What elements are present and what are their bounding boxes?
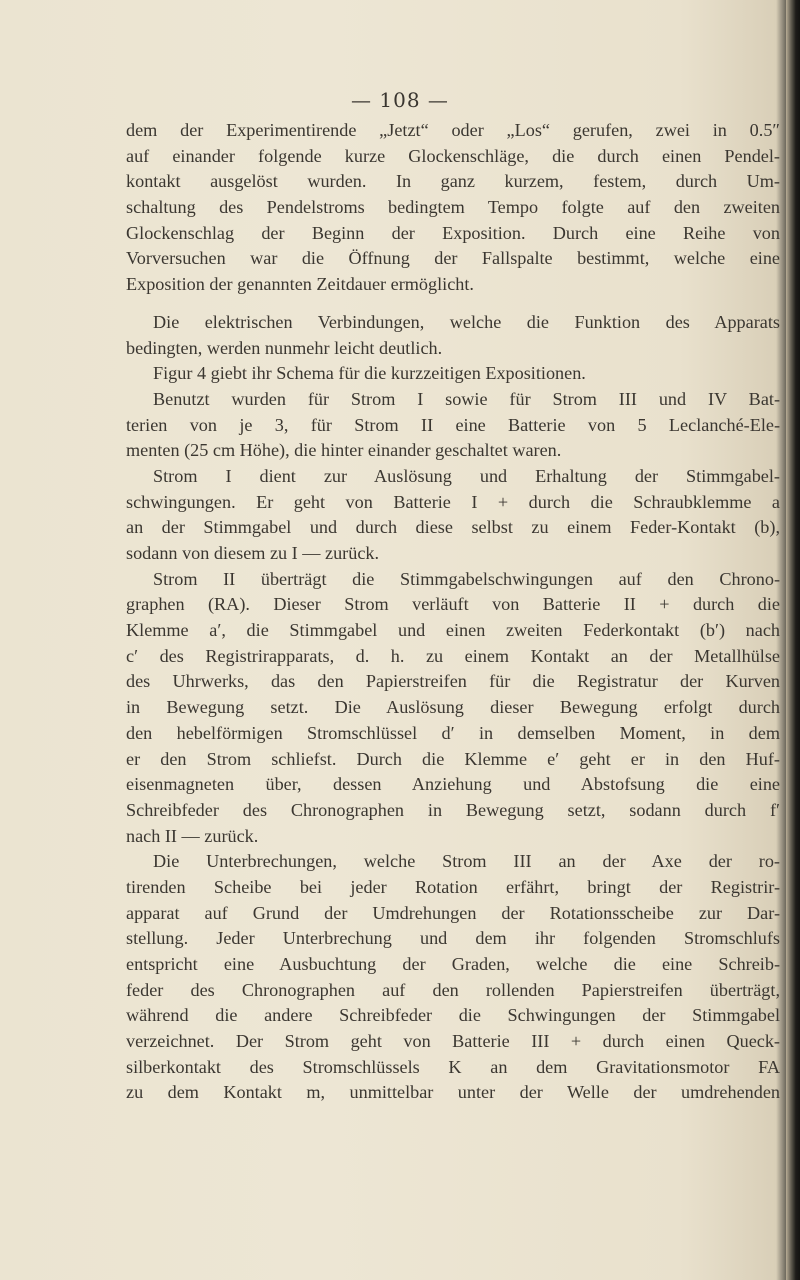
text-line: verzeichnet. Der Strom geht von Batterie III + durch einen Queck- xyxy=(126,1031,780,1052)
text-line: tirenden Scheibe bei jeder Rotation erfährt, bringt der Registrir- xyxy=(126,876,780,897)
text-line: kontakt ausgelöst wurden. In ganz kurzem, festem, durch Um- xyxy=(126,171,780,192)
text-line: apparat auf Grund der Umdrehungen der Rotationsscheibe zur Dar- xyxy=(126,902,780,923)
text-line: Exposition der genannten Zeitdauer ermöglicht. xyxy=(126,274,474,295)
text-line: sodann von diesem zu I — zurück. xyxy=(126,543,380,563)
text-line: Die Unterbrechungen, welche Strom III an der Axe der ro- xyxy=(153,851,780,872)
text-line: silberkontakt des Stromschlüssels K an dem Gravitationsmotor FA xyxy=(126,1056,780,1077)
text-line: des Uhrwerks, das den Papierstreifen für die Registratur der Kurven xyxy=(126,671,780,692)
text-line: in Bewegung setzt. Die Auslösung dieser Bewegung erfolgt durch xyxy=(126,697,780,718)
text-line: nach II — zurück. xyxy=(126,825,259,846)
text-line: Klemme a′, die Stimmgabel und einen zweiten Federkontakt (b′) nach xyxy=(126,620,780,641)
text-line: stellung. Jeder Unterbrechung und dem ihr folgenden Stromschlufs xyxy=(126,928,780,949)
text-line: Benutzt wurden für Strom I sowie für Strom III und IV Bat- xyxy=(153,388,780,409)
text-line: entspricht eine Ausbuchtung der Graden, welche die eine Schreib- xyxy=(126,954,780,974)
text-line: Die elektrischen Verbindungen, welche die Funktion des Apparats xyxy=(153,311,780,332)
text-line: Vorversuchen war die Öffnung der Fallspalte bestimmt, welche eine xyxy=(126,248,780,269)
text-line: feder des Chronographen auf den rollenden Papierstreifen überträgt, xyxy=(126,979,780,1000)
text-line: schwingungen. Er geht von Batterie I + durch die Schraubklemme a xyxy=(126,491,780,512)
text-line: bedingten, werden nunmehr leicht deutlich. xyxy=(126,337,443,358)
text-line: graphen (RA). Dieser Strom verläuft von Batterie II + durch die xyxy=(126,594,780,615)
text-line: c′ des Registrirapparats, d. h. zu einem Kontakt an der Metallhülse xyxy=(126,645,780,666)
page-edge-shadow xyxy=(786,0,800,1280)
text-line: den hebelförmigen Stromschlüssel d′ in demselben Moment, in dem xyxy=(126,722,780,743)
paragraph-gap xyxy=(126,298,780,310)
text-line: dem der Experimentirende „Jetzt“ oder „Los“ gerufen, zwei in 0.5″ xyxy=(126,120,780,140)
text-line: eisenmagneten über, dessen Anziehung und Abstofsung die eine xyxy=(126,774,780,795)
text-line: Schreibfeder des Chronographen in Bewegung setzt, sodann durch f′ xyxy=(126,799,780,820)
text-line: er den Strom schliefst. Durch die Klemme e′ geht er in den Huf- xyxy=(126,748,780,769)
text-line: Figur 4 giebt ihr Schema für die kurzzeitigen Expositionen. xyxy=(153,363,586,384)
text-line: auf einander folgende kurze Glockenschläge, die durch einen Pendel- xyxy=(126,145,780,166)
text-line: Strom II überträgt die Stimmgabelschwingungen auf den Chrono- xyxy=(153,568,780,589)
text-line: zu dem Kontakt m, unmittelbar unter der Welle der umdrehenden xyxy=(126,1082,780,1103)
text-line: schaltung des Pendelstroms bedingtem Tempo folgte auf den zweiten xyxy=(126,197,780,218)
text-line: Glockenschlag der Beginn der Exposition. Durch eine Reihe von xyxy=(126,222,780,243)
text-line: an der Stimmgabel und durch diese selbst zu einem Feder-Kontakt (b), xyxy=(126,517,780,538)
text-line: Strom I dient zur Auslösung und Erhaltung der Stimmgabel- xyxy=(153,465,780,486)
text-line: terien von je 3, für Strom II eine Batterie von 5 Leclanché-Ele- xyxy=(126,414,780,435)
text-line: menten (25 cm Höhe), die hinter einander geschaltet waren. xyxy=(126,440,562,461)
page-number-header: — 108 — xyxy=(351,88,449,112)
text-line: während die andere Schreibfeder die Schwingungen der Stimmgabel xyxy=(126,1005,780,1026)
body-text xyxy=(126,118,780,1106)
